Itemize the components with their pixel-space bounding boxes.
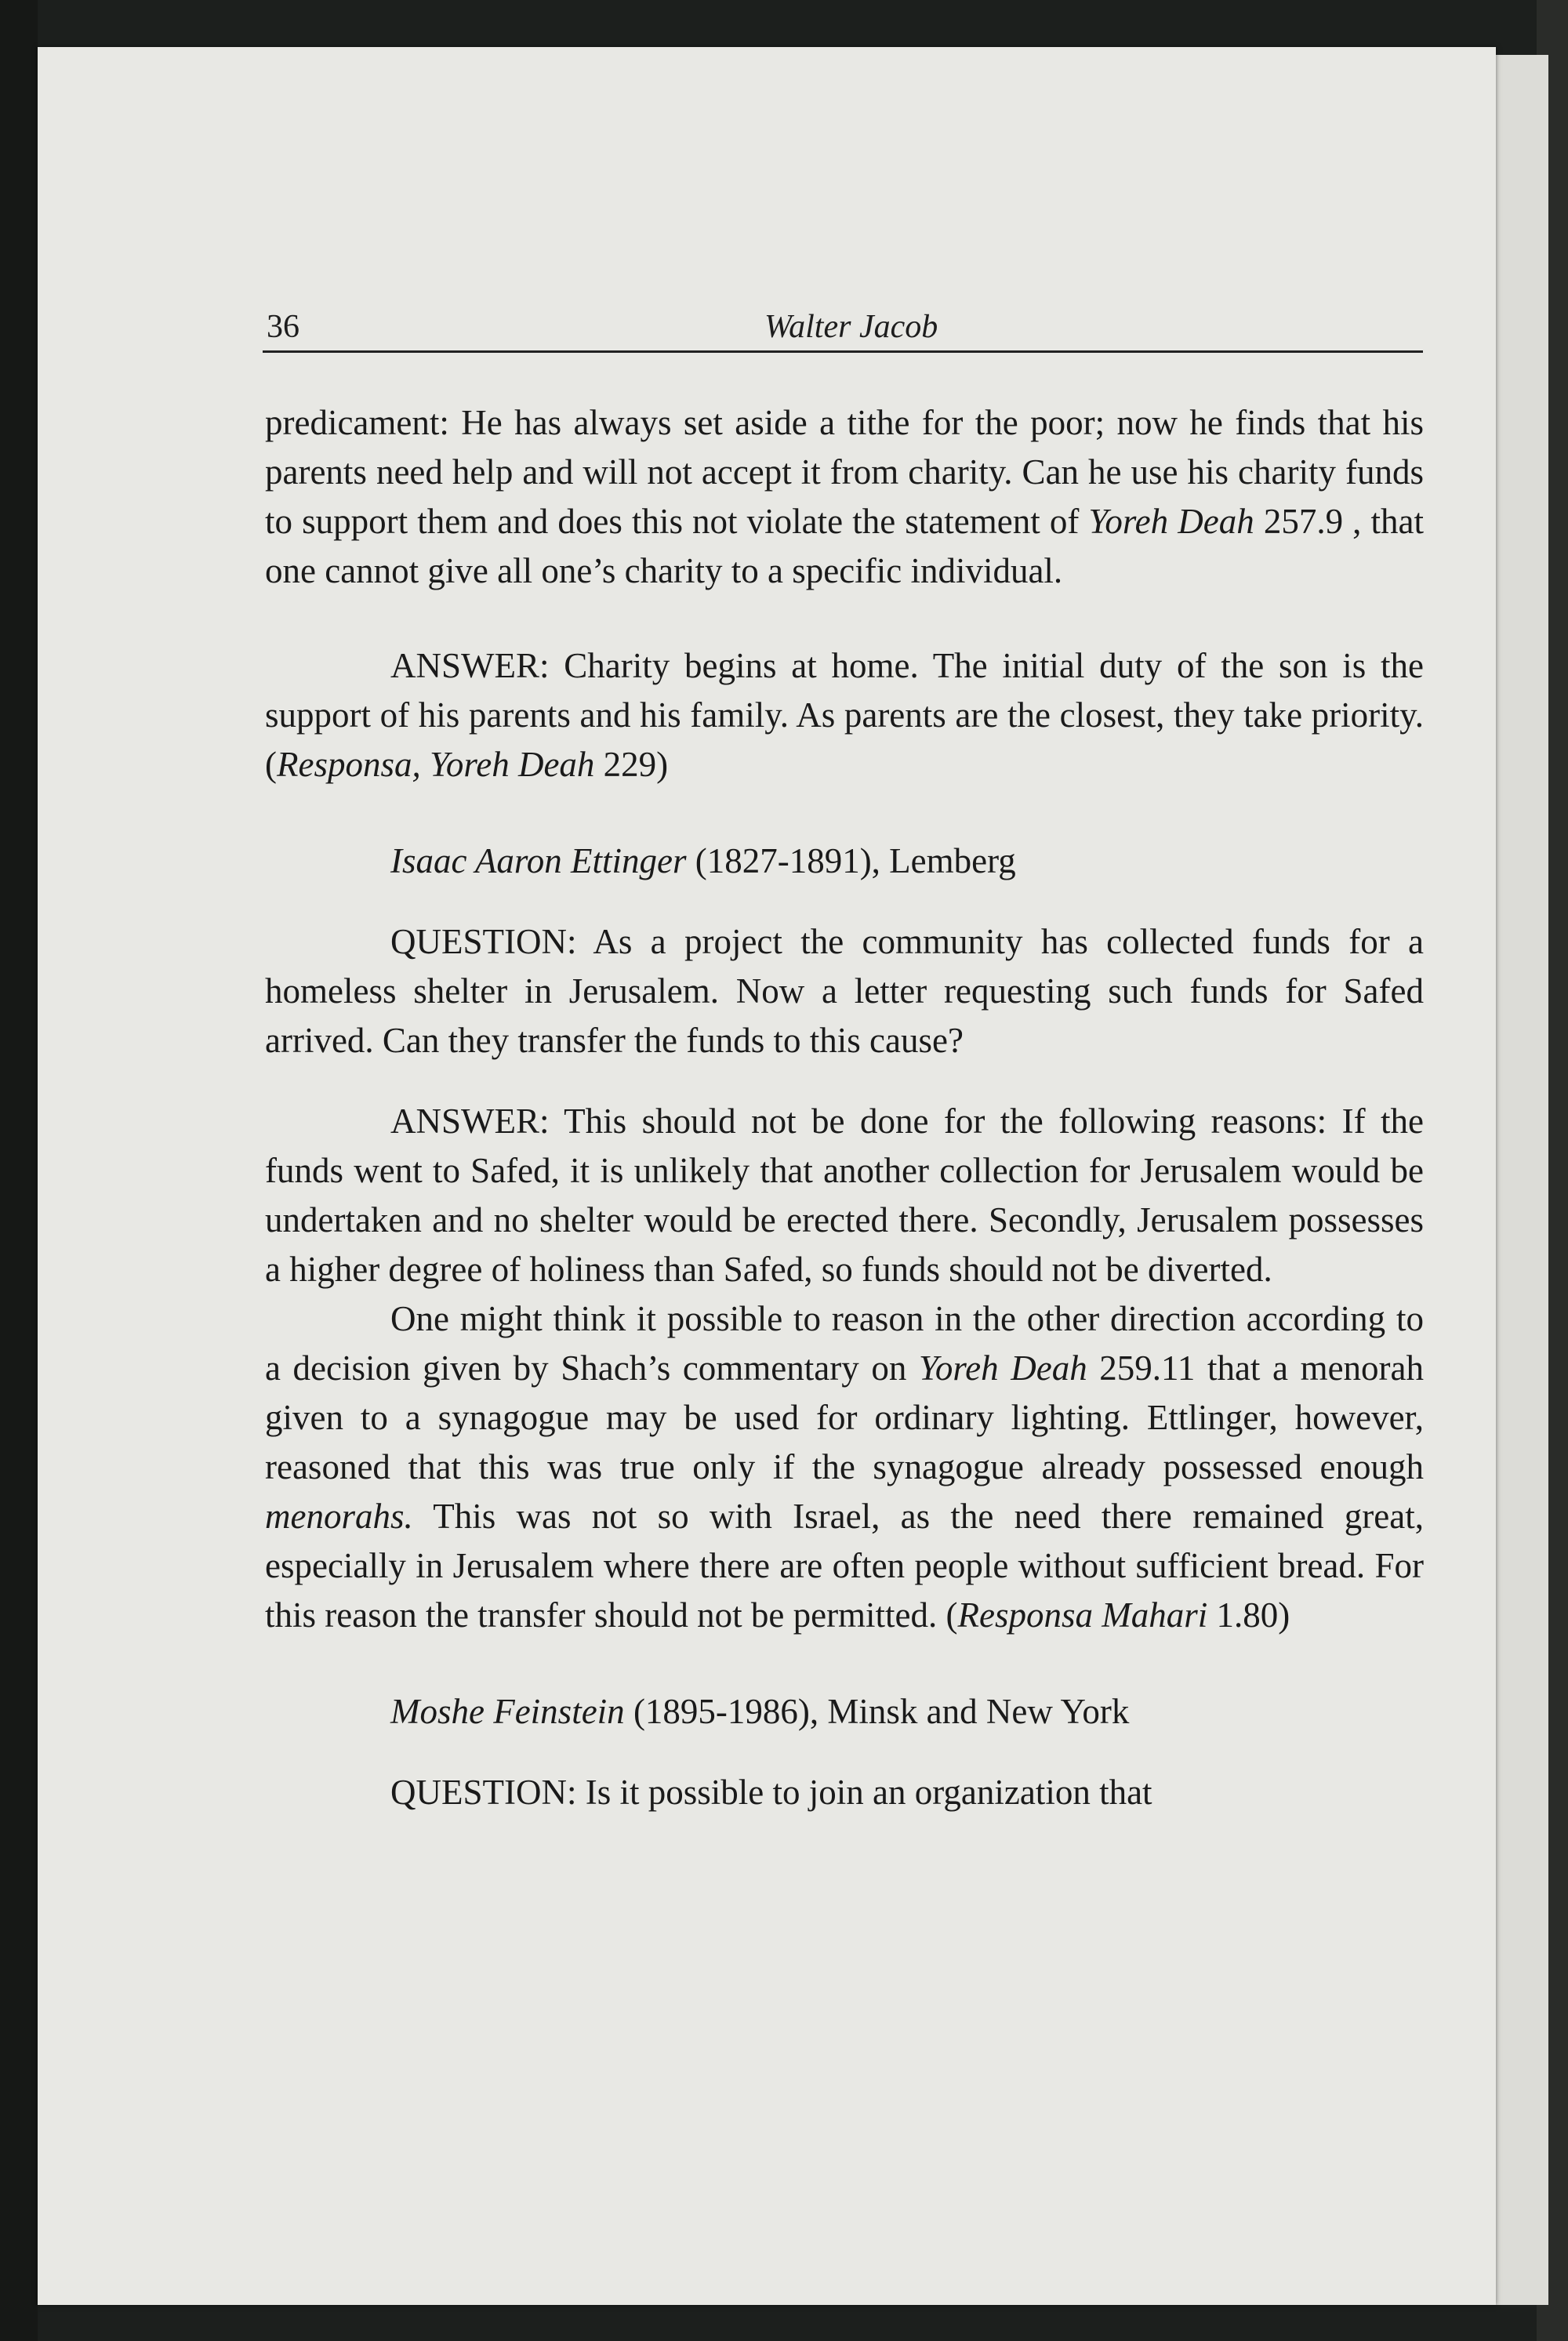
section-heading-ettinger: Isaac Aaron Ettinger (1827-1891), Lemberg [390,841,1016,880]
paragraph-answer-2: ANSWER: This should not be done for the following reasons: If the funds went to Safed, it is unlikely that another collection for Jerusalem would be undertaken and no shelter would be erected there. Secondly, Jerusalem possesses a higher degree of holiness than Safed, so funds should not be diverted. [265,1102,1424,1289]
paragraph-discussion: One might think it possible to reason in the other direction according to a decision given by Shach’s commentary on Yoreh Deah 259.11 that a menorah given to a synagogue may be used for ordinary lighting. Ettlinger, however, reasoned that this was true only if the synagogue already possessed enough menorahs. This was not so with Israel, as the need there remained great, especially in Jerusalem where there are often people without sufficient bread. For this reason the transfer should not be permitted. (Responsa Mahari 1.80) [265,1299,1425,1635]
scan-background-left [0,0,38,2341]
paragraph-continued: predicament: He has always set aside a tithe for the poor; now he finds that his parents need help and will not accept it from charity. Can he use his charity funds to support them and does this not violate the statement of Yoreh Deah 257.9 , that one cannot give all one’s charity to a specific individual. [265,403,1424,590]
page-stack-edge [1494,55,1548,2305]
page-number: 36 [267,309,299,345]
page-body [265,398,1424,1817]
running-head: Walter Jacob [764,309,938,345]
paragraph-question-3: QUESTION: Is it possible to join an organization that [390,1773,1152,1812]
paragraph-question-2: QUESTION: As a project the community has collected funds for a homeless shelter in Jerusalem. Now a letter requesting such funds for Safed arrived. Can they transfer the funds to this cause? [265,922,1424,1060]
paragraph-answer-1: ANSWER: Charity begins at home. The initial duty of the son is the support of his parents and his family. As parents are the closest, they take priority. (Responsa, Yoreh Deah 229) [265,646,1424,784]
section-heading-feinstein: Moshe Feinstein (1895-1986), Minsk and New York [390,1692,1130,1731]
page-header [263,308,1423,353]
